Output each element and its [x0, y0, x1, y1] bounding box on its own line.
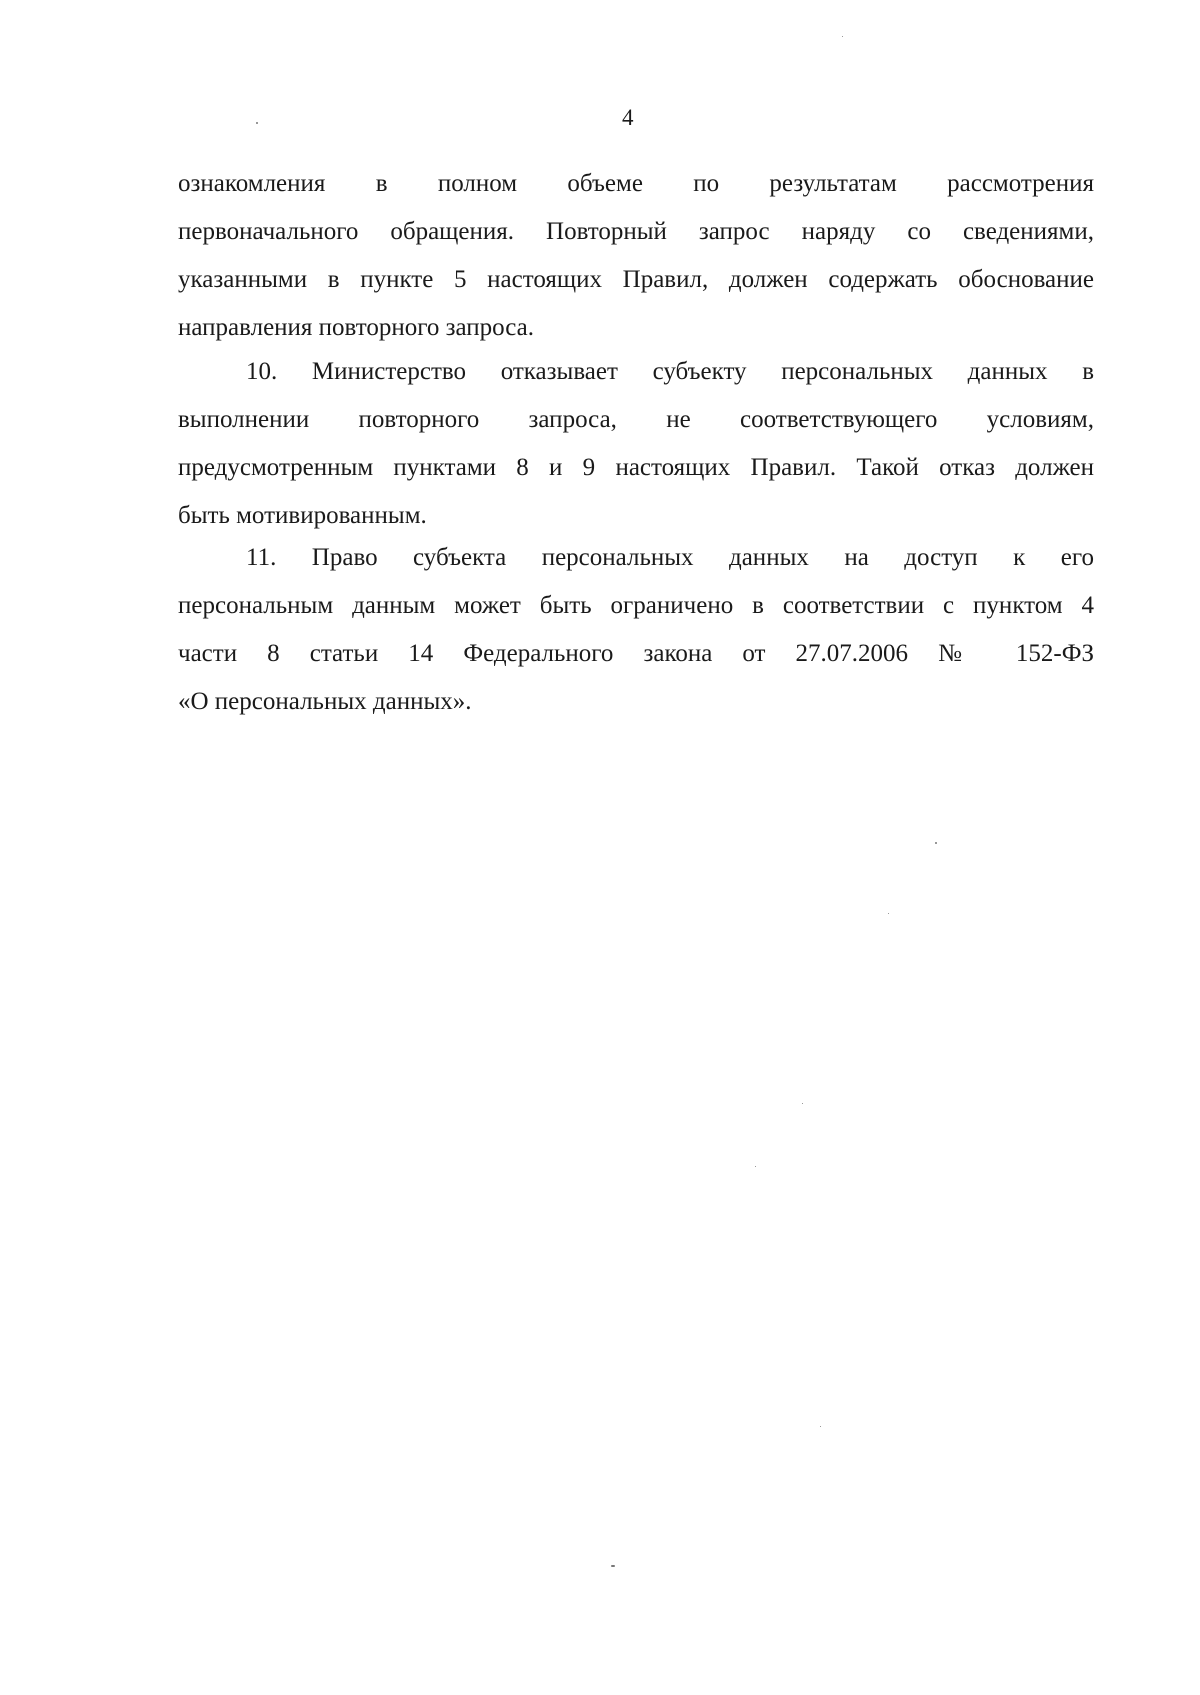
- scan-speck: [842, 36, 843, 37]
- paragraph-line: ознакомления в полном объеме по результатам рассмотрения: [178, 170, 1094, 197]
- scan-speck: [935, 842, 937, 844]
- scan-speck: [611, 1565, 615, 1567]
- paragraph-line: первоначального обращения. Повторный запрос наряду со сведениями,: [178, 218, 1094, 245]
- paragraph-line: части 8 статьи 14 Федерального закона от 27.07.2006 № 152-ФЗ: [178, 640, 1094, 667]
- paragraph-line: персональным данным может быть ограничено в соответствии с пунктом 4: [178, 592, 1094, 619]
- page-number: 4: [622, 105, 634, 130]
- scan-speck: [755, 1166, 756, 1167]
- paragraph-line: 11. Право субъекта персональных данных на доступ к его: [246, 544, 1094, 571]
- paragraph-line: выполнении повторного запроса, не соответствующего условиям,: [178, 406, 1094, 433]
- paragraph-line: 10. Министерство отказывает субъекту персональных данных в: [246, 358, 1094, 385]
- paragraph-line: быть мотивированным.: [178, 502, 427, 529]
- paragraph-line: указанными в пункте 5 настоящих Правил, должен содержать обоснование: [178, 266, 1094, 293]
- scan-speck: [256, 122, 258, 124]
- paragraph-10: [178, 348, 1094, 540]
- paragraph-11: [178, 534, 1094, 726]
- paragraph-line: предусмотренным пунктами 8 и 9 настоящих Правил. Такой отказ должен: [178, 454, 1094, 481]
- paragraph-9-continuation: [178, 160, 1094, 352]
- scan-speck: [820, 1426, 821, 1427]
- paragraph-line: «О персональных данных».: [178, 688, 472, 715]
- scan-speck: [888, 913, 889, 914]
- scan-speck: [802, 1103, 803, 1104]
- paragraph-line: направления повторного запроса.: [178, 314, 534, 341]
